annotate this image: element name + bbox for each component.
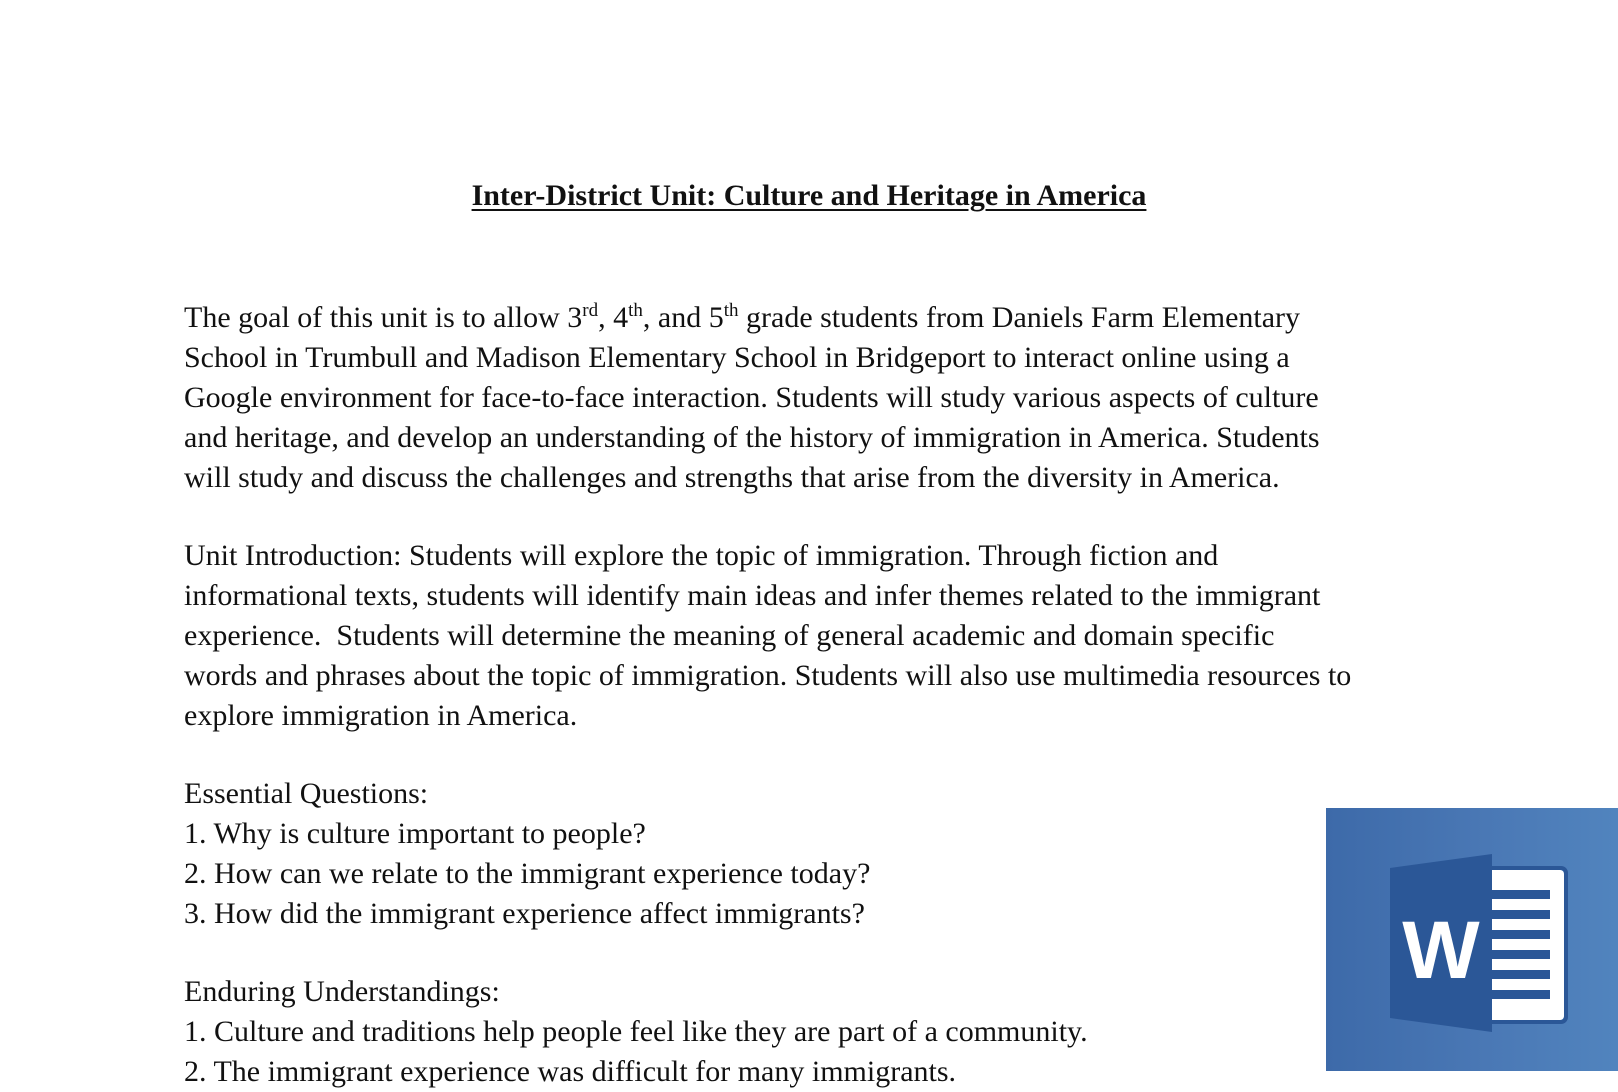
essential-questions-heading: Essential Questions: [184,777,429,810]
intro-line-3: experience. Students will determine the meaning of general academic and domain specific [184,619,1275,652]
ordinal-th-5: th [723,300,739,321]
unit-introduction-paragraph [184,536,1444,736]
ordinal-rd: rd [582,300,599,321]
goal-text-c: , and 5 [642,301,724,334]
goal-text-d: grade students from Daniels Farm Elementary [738,301,1301,334]
goal-paragraph [184,298,1444,498]
intro-line-5: explore immigration in America. [184,699,578,732]
enduring-understanding-2: 2. The immigrant experience was difficult for many immigrants. [184,1055,957,1088]
goal-text-a: The goal of this unit is to allow 3 [184,301,583,334]
essential-questions-section [184,774,1444,934]
essential-question-2: 2. How can we relate to the immigrant experience today? [184,857,871,890]
essential-question-1: 1. Why is culture important to people? [184,817,646,850]
essential-question-3: 3. How did the immigrant experience affect immigrants? [184,897,865,930]
goal-line-5: will study and discuss the challenges and strengths that arise from the diversity in America. [184,461,1280,494]
word-letter: W [1402,905,1480,996]
word-app-icon [1326,808,1618,1071]
enduring-understandings-heading: Enduring Understandings: [184,975,500,1008]
word-logo-icon [1326,808,1618,1071]
enduring-understandings-section [184,972,1444,1092]
goal-line-3: Google environment for face-to-face interaction. Students will study various aspects of culture [184,381,1319,414]
intro-line-1: Unit Introduction: Students will explore the topic of immigration. Through fiction and [184,539,1219,572]
document-title: Inter-District Unit: Culture and Heritage in America [471,179,1147,212]
goal-line-1 [184,298,1444,338]
enduring-understanding-1: 1. Culture and traditions help people feel like they are part of a community. [184,1015,1088,1048]
intro-line-4: words and phrases about the topic of immigration. Students will also use multimedia resources to [184,659,1352,692]
goal-text-b: , 4 [598,301,629,334]
intro-line-2: informational texts, students will identify main ideas and infer themes related to the immigrant [184,579,1321,612]
goal-line-2: School in Trumbull and Madison Elementary School in Bridgeport to interact online using a [184,341,1290,374]
goal-line-4: and heritage, and develop an understanding of the history of immigration in America. Students [184,421,1320,454]
ordinal-th-4: th [628,300,643,321]
